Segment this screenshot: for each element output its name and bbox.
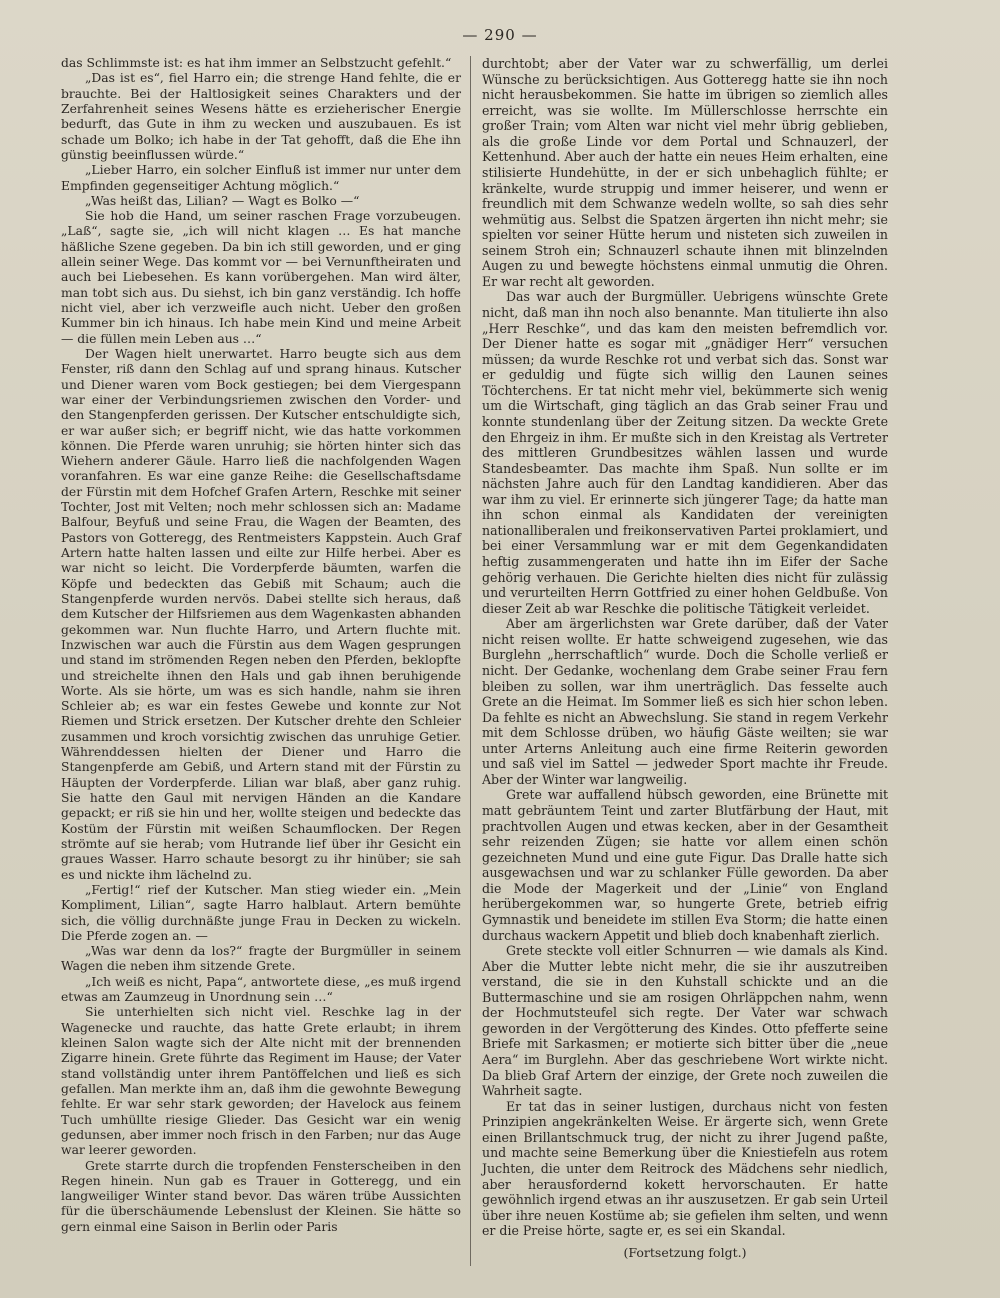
paragraph: „Was war denn da los?“ fragte der Burgmüller in seinem Wagen die neben ihm sitzende Grete.: [61, 944, 461, 974]
paragraph: Aber am ärgerlichsten war Grete darüber, daß der Vater nicht reisen wollte. Er hatte schweigend zugesehen, wie das Burglehn „herrschaftlich“ wurde. Doch die Scholle verließ er nicht. Der Gedanke, wochenlang dem Grabe seiner Frau fern bleiben zu sollen, war ihm unerträglich. Das fesselte auch Grete an die Heimat. Im Sommer ließ es sich hier schon leben. Da fehlte es nicht an Abwechslung. Sie stand in regem Verkehr mit dem Schlosse drüben, wo häufig Gäste weilten; sie war unter Arterns Anleitung auch eine firme Reiterin geworden und saß viel im Sattel — jedweder Sport machte ihr Freude. Aber der Winter war langweilig.: [482, 616, 888, 787]
paragraph: Grete war auffallend hübsch geworden, eine Brünette mit matt gebräuntem Teint und zarter Blutfärbung der Haut, mit prachtvollen Augen und etwas kecken, aber in der Gesamtheit sehr reizenden Zügen; sie hatte vor allem einen schön gezeichneten Mund und eine gute Figur. Das Dralle hatte sich ausgewachsen und war zu schlanker Fülle geworden. Da aber die Mode der Magerkeit und der „Linie“ von England herübergekommen war, so hungerte Grete, betrieb eifrig Gymnastik und beneidete im stillen Eva Storm; die hatte einen durchaus wackern Appetit und blieb doch knabenhaft zierlich.: [482, 787, 888, 943]
continued-note: (Fortsetzung folgt.): [623, 1244, 747, 1260]
paragraph: Sie hob die Hand, um seiner raschen Frage vorzubeugen. „Laß“, sagte sie, „ich will nicht klagen … Es hat manche häßliche Szene gegeben. Da bin ich still geworden, und er ging allein seiner Wege. Das kommt vor — bei Vernunftheiraten und auch bei Liebesehen. Es kann vorübergehen. Man wird älter, man tobt sich aus. Du siehst, ich bin ganz verständig. Ich hoffe nicht viel, aber ich verzweifle auch nicht. Ueber den großen Kummer bin ich hinaus. Ich habe mein Kind und meine Arbeit — die füllen mein Leben aus …“: [61, 209, 461, 346]
paragraph: Grete starrte durch die tropfenden Fensterscheiben in den Regen hinein. Nun gab es Trauer in Gotteregg, und ein langweiliger Winter stand bevor. Das wären trübe Aussichten für die überschäumende Lebenslust der Kleinen. Sie hätte so gern einmal eine Saison in Berlin oder Paris: [61, 1158, 461, 1234]
paragraph: Das war auch der Burgmüller. Uebrigens wünschte Grete nicht, daß man ihn noch also benannte. Man titulierte ihn also „Herr Reschke“, und das kam den meisten befremdlich vor. Der Diener hatte es sogar mit „gnädiger Herr“ versuchen müssen; da wurde Reschke rot und verbat sich das. Sonst war er geduldig und fügte sich willig den Launen seines Töchterchens. Er tat nicht mehr viel, bekümmerte sich wenig um die Wirtschaft, ging täglich an das Grab seiner Frau und konnte stundenlang über der Zeitung sitzen. Da weckte Grete den Ehrgeiz in ihm. Er mußte sich in den Kreistag als Vertreter des mittleren Grundbesitzes wählen lassen und wurde Standesbeamter. Das machte ihm Spaß. Nun sollte er im nächsten Jahre auch für den Landtag kandidieren. Aber das war ihm zu viel. Er erinnerte sich jüngerer Tage; da hatte man ihn schon einmal als Kandidaten der vereinigten nationalliberalen und freikonservativen Partei proklamiert, und bei einer Versammlung war er mit dem Gegenkandidaten heftig zusammengeraten und hatte ihn im Eifer der Sache gehörig verhauen. Die Gerichte hielten dies nicht für zulässig und verurteilten Herrn Gottfried zu einer hohen Geldbuße. Von dieser Zeit ab war Reschke die politische Tätigkeit verleidet.: [482, 289, 888, 616]
paragraph: „Das ist es“, fiel Harro ein; die strenge Hand fehlte, die er brauchte. Bei der Haltlosigkeit seines Charakters und der Zerfahrenheit seines Wesens hätte es erzieherischer Energie bedurft, das Gute in ihm zu wecken und auszubauen. Es ist schade um Bolko; ich habe in der Tat gehofft, daß die Ehe ihn günstig beeinflussen würde.“: [61, 71, 461, 162]
paragraph: „Was heißt das, Lilian? — Wagt es Bolko —“: [85, 193, 360, 208]
left-text-column: [61, 56, 461, 1235]
paragraph: Der Wagen hielt unerwartet. Harro beugte sich aus dem Fenster, riß dann den Schlag auf und sprang hinaus. Kutscher und Diener waren vom Bock gestiegen; bei dem Viergespann war einer der Verbindungsriemen zwischen den Vorder- und den Stangenpferden gerissen. Der Kutscher entschuldigte sich, er war außer sich; er begriff nicht, wie das hatte vorkommen können. Die Pferde waren unruhig; sie hörten hinter sich das Wiehern anderer Gäule. Harro ließ die nachfolgenden Wagen voranfahren. Es war eine ganze Reihe: die Gesellschaftsdame der Fürstin mit dem Hofchef Grafen Artern, Reschke mit seiner Tochter, Jost mit Velten; noch mehr schlossen sich an: Madame Balfour, Beyfuß und seine Frau, die Wagen der Beamten, des Pastors von Gotteregg, des Rentmeisters Kappstein. Auch Graf Artern hatte halten lassen und eilte zur Hilfe herbei. Aber es war nicht so leicht. Die Vorderpferde bäumten, warfen die Köpfe und bedeckten das Gebiß mit Schaum; auch die Stangenpferde wurden nervös. Dabei stellte sich heraus, daß dem Kutscher der Hilfsriemen aus dem Wagenkasten abhanden gekommen war. Nun fluchte Harro, und Artern fluchte mit. Inzwischen war auch die Fürstin aus dem Wagen gesprungen und stand im strömenden Regen neben den Pferden, beklopfte und streichelte ihnen den Hals und gab ihnen beruhigende Worte. Als sie hörte, um was es sich handle, nahm sie ihren Schleier ab; es war ein festes Gewebe und konnte zur Not Riemen und Strick ersetzen. Der Kutscher drehte den Schleier zusammen und kroch vorsichtig zwischen das unruhige Getier. Währenddessen hielten der Diener und Harro die Stangenpferde am Gebiß, und Artern stand mit der Fürstin zu Häupten der Vorderpferde. Lilian war blaß, aber ganz ruhig. Sie hatte den Gaul mit nervigen Händen an die Kandare gepackt; er riß sie hin und her, wollte steigen und bedeckte das Kostüm der Fürstin mit weißen Schaumflocken. Der Regen strömte auf sie herab; vom Hutrande lief über ihr Gesicht ein graues Wasser. Harro schaute besorgt zu ihr hinüber; sie sah es und nickte ihm lächelnd zu.: [61, 346, 461, 882]
paragraph: „Ich weiß es nicht, Papa“, antwortete diese, „es muß irgend etwas am Zaumzeug in Unordnung sein …“: [61, 974, 461, 1005]
page-number: — 290 —: [462, 26, 538, 44]
paragraph: Er tat das in seiner lustigen, durchaus nicht von festen Prinzipien angekränkelten Weise. Er ärgerte sich, wenn Grete einen Brillantschmuck trug, der nicht zu ihrer Jugend paßte, und machte seine Bemerkung über die Kniestiefeln aus rotem Juchten, die unter dem Reitrock des Mädchens sehr niedlich, aber herausfordernd kokett hervorschauten. Er hatte gewöhnlich irgend etwas an ihr auszusetzen. Er gab sein Urteil über ihre neuen Kostüme ab; sie gefielen ihm selten, und wenn er die Preise hörte, sagte er, es sei ein Skandal.: [482, 1098, 888, 1239]
paragraph: „Fertig!“ rief der Kutscher. Man stieg wieder ein. „Mein Kompliment, Lilian“, sagte Harro halblaut. Artern bemühte sich, die völlig durchnäßte junge Frau in Decken zu wickeln. Die Pferde zogen an. —: [61, 882, 461, 943]
paragraph: „Lieber Harro, ein solcher Einfluß ist immer nur unter dem Empfinden gegenseitiger Achtung möglich.“: [61, 163, 461, 193]
paragraph: das Schlimmste ist: es hat ihm immer an Selbstzucht gefehlt.“: [61, 56, 452, 70]
right-text-column: [482, 56, 888, 1260]
paragraph: Sie unterhielten sich nicht viel. Reschke lag in der Wagenecke und rauchte, das hatte Grete erlaubt; in ihrem kleinen Salon wagte sich der Alte nicht mit der brennenden Zigarre hinein. Grete führte das Regiment im Hause; der Vater stand vollständig unter ihrem Pantöffelchen und ließ es sich gefallen. Man merkte ihm an, daß ihm die gewohnte Bewegung fehlte. Er war sehr stark geworden; der Havelock aus feinem Tuch umhüllte riesige Glieder. Das Gesicht war ein wenig gedunsen, aber immer noch frisch in den Farben; nur das Auge war leerer geworden.: [61, 1005, 461, 1158]
column-divider: [470, 56, 471, 1266]
paragraph: Grete steckte voll eitler Schnurren — wie damals als Kind. Aber die Mutter lebte nicht mehr, die sie ihr auszutreiben verstand, die sie in den Kuhstall schickte und an die Buttermaschine und sie am rosigen Ohrläppchen nahm, wenn der Hochmutsteufel sich regte. Der Vater war schwach geworden in der Vergötterung des Kindes. Otto pfefferte seine Briefe mit Sarkasmen; er motierte sich bitter über die „neue Aera“ im Burglehn. Aber das geschriebene Wort wirkte nicht. Da blieb Graf Artern der einzige, der Grete noch zuweilen die Wahrheit sagte.: [482, 943, 888, 1099]
paragraph: durchtobt; aber der Vater war zu schwerfällig, um derlei Wünsche zu berücksichtigen. Aus Gotteregg hatte sie ihn noch nicht herausbekommen. Sie hatte im übrigen so ziemlich alles erreicht, was sie wollte. Im Müllerschlosse herrschte ein großer Train; vom Alten war nicht viel mehr übrig geblieben, als die große Linde vor dem Portal und Schnauzerl, der Kettenhund. Aber auch der hatte ein neues Heim erhalten, eine stilisierte Hundehütte, in der er sich unbehaglich fühlte; er kränkelte, wurde struppig und immer heiserer, und wenn er freundlich mit dem Schwanze wedeln wollte, so sah dies sehr wehmütig aus. Selbst die Spatzen ärgerten ihn nicht mehr; sie spielten vor seiner Hütte herum und nisteten sich zuweilen in seinem Stroh ein; Schnauzerl schaute ihnen mit blinzelnden Augen zu und bewegte höchstens einmal unmutig die Ohren. Er war recht alt geworden.: [482, 56, 888, 289]
